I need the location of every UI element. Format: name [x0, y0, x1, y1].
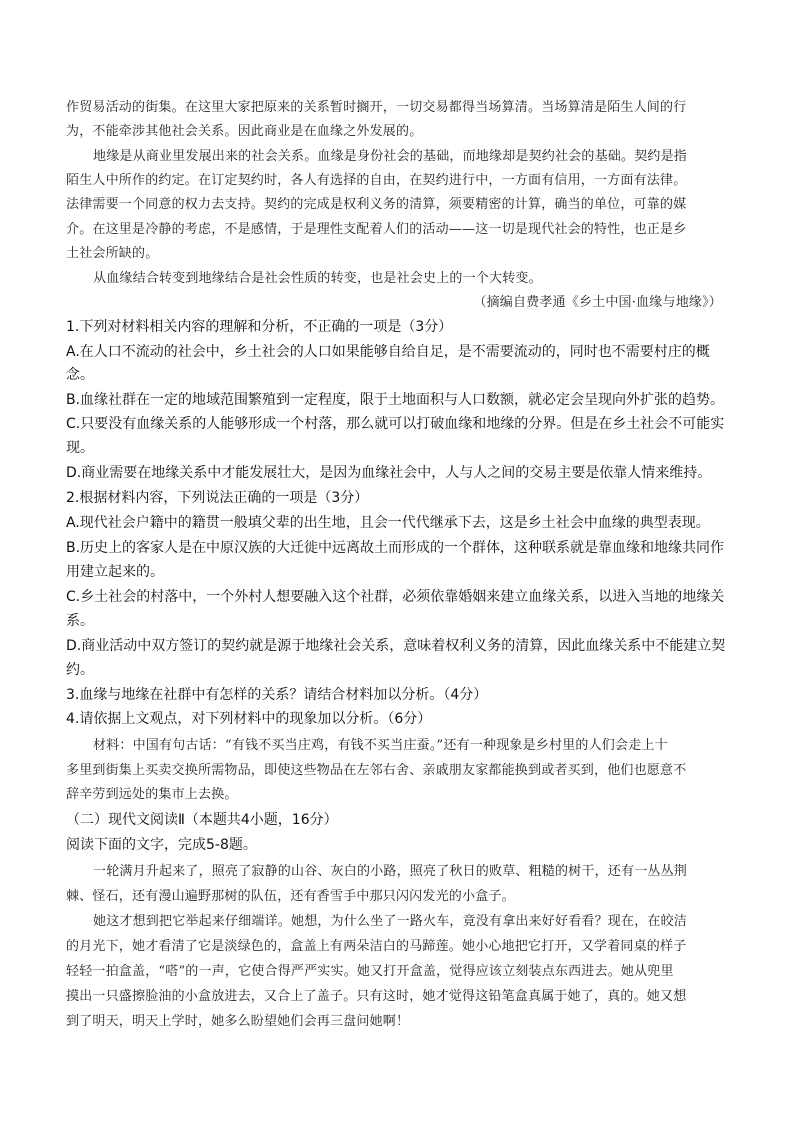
story-line: 轻轻一拍盒盖，“嗒”的一声，它使合得严严实实。她又打开盒盖，觉得应该立刻装点东西进去。她从兜里: [66, 964, 674, 979]
question-2: 2.根据材料内容，下列说法正确的一项是（3分）: [66, 490, 369, 506]
question-1-option-b: B.血缘社群在一定的地域范围繁殖到一定程度，限于土地面积与人口数额，就必定会呈现向外扩张的趋势。: [66, 392, 725, 408]
question-2-option-d-cont: 约。: [66, 662, 94, 678]
question-2-option-c-cont: 系。: [66, 613, 94, 629]
passage-line: 作贸易活动的街集。在这里大家把原来的关系暂时搁开，一切交易都得当场算清。当场算清是陌生人间的行: [66, 100, 687, 115]
question-2-option-a: A.现代社会户籍中的籍贯一般填父辈的出生地，且会一代代继承下去，这是乡土社会中血缘的典型表现。: [66, 515, 710, 531]
story-line: 到了明天，明天上学时，她多么盼望她们会再三盘问她啊！: [66, 1014, 410, 1029]
question-1-option-a-cont: 念。: [66, 367, 94, 383]
material-line: 多里到街集上买卖交换所需物品，即使这些物品在左邻右舍、亲戚朋友家都能换到或者买到，他们也愿意不: [66, 763, 687, 778]
question-2-option-c: C.乡土社会的村落中，一个外村人想要融入这个社群，必须依靠婚姻来建立血缘关系，以进入当地的地缘关: [66, 589, 725, 605]
story-line: 一轮满月升起来了，照亮了寂静的山谷、灰白的小路，照亮了秋日的败草、粗糙的树干，还有一丛丛荆: [93, 864, 688, 879]
question-1-option-c-cont: 现。: [66, 440, 94, 456]
passage-line: 法律需要一个同意的权力去支持。契约的完成是权利义务的清算，须要精密的计算，确当的单位，可靠的媒: [66, 197, 687, 212]
material-line: 辞辛劳到远处的集市上去换。: [66, 787, 238, 802]
question-2-option-b: B.历史上的客家人是在中原汉族的大迁徙中远离故土而形成的一个群体，这种联系就是靠血缘和地缘共同作: [66, 540, 725, 556]
material-line: 材料：中国有句古话：“有钱不买当庄鸡，有钱不买当庄蚕。”还有一种现象是乡村里的人们会走上十: [93, 738, 668, 753]
passage-source: （摘编自费孝通《乡土中国·血缘与地缘》）: [473, 295, 722, 310]
question-1-option-c: C.只要没有血缘关系的人能够形成一个村落，那么就可以打破血缘和地缘的分界。但是在乡土社会不可能实: [66, 416, 725, 432]
section-instruction: 阅读下面的文字，完成5-8题。: [66, 837, 257, 853]
passage-line: 土社会所缺的。: [66, 246, 159, 261]
passage-line: 地缘是从商业里发展出来的社会关系。血缘是身份社会的基础，而地缘却是契约社会的基础。契约是指: [93, 149, 688, 164]
question-2-option-d: D.商业活动中双方签订的契约就是源于地缘社会关系，意味着权利义务的清算，因此血缘关系中不能建立契: [66, 638, 726, 654]
story-line: 她这才想到把它举起来仔细端详。她想，为什么坐了一路火车，竟没有拿出来好好看看？现在，在皎洁: [93, 914, 688, 929]
story-line: 摸出一只盛擦脸油的小盒放进去，又合上了盖子。只有这时，她才觉得这铅笔盒真属于她了，真的。她又想: [66, 989, 687, 1004]
section-heading: （二）现代文阅读Ⅱ（本题共4小题，16分）: [66, 812, 338, 828]
question-1: 1.下列对材料相关内容的理解和分析，不正确的一项是（3分）: [66, 319, 453, 335]
question-3: 3.血缘与地缘在社群中有怎样的关系？请结合材料加以分析。（4分）: [66, 687, 488, 703]
passage-line: 为，不能牵涉其他社会关系。因此商业是在血缘之外发展的。: [66, 124, 423, 139]
passage-line: 陌生人中所作的约定。在订定契约时，各人有选择的自由，在契约进行中，一方面有信用，一方面有法律。: [66, 173, 687, 188]
passage-line: 介。在这里是冷静的考虑，不是感情，于是理性支配着人们的活动——这一切是现代社会的特性，也正是乡: [66, 222, 687, 237]
question-1-option-a: A.在人口不流动的社会中，乡土社会的人口如果能够自给自足，是不需要流动的，同时也不需要村庄的概: [66, 344, 710, 360]
story-line: 棘、怪石，还有漫山遍野那树的队伍，还有香雪手中那只闪闪发光的小盒子。: [66, 889, 515, 904]
story-line: 的月光下，她才看清了它是淡绿色的，盒盖上有两朵洁白的马蹄莲。她小心地把它打开，又学着同桌的样子: [66, 939, 687, 954]
question-4: 4.请依据上文观点，对下列材料中的现象加以分析。（6分）: [66, 711, 432, 727]
question-1-option-d: D.商业需要在地缘关系中才能发展壮大，是因为血缘社会中，人与人之间的交易主要是依靠人情来维持。: [66, 465, 712, 481]
passage-line: 从血缘结合转变到地缘结合是社会性质的转变，也是社会史上的一个大转变。: [93, 271, 542, 286]
question-2-option-b-cont: 用建立起来的。: [66, 564, 164, 580]
